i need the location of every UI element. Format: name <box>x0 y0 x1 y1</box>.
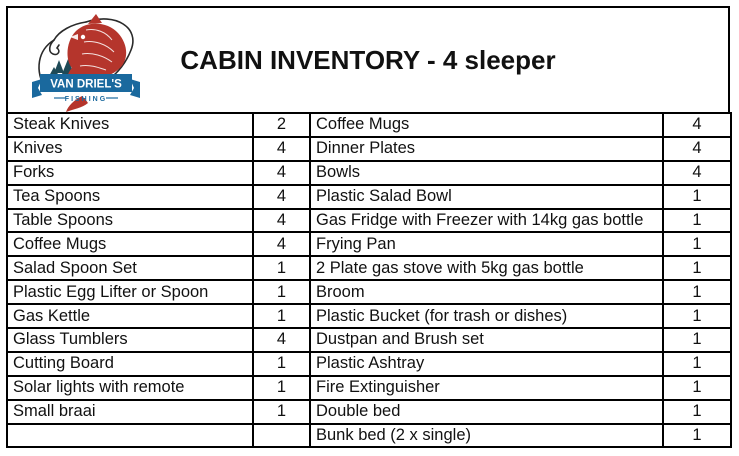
qty-cell: 1 <box>663 280 731 304</box>
qty-cell: 1 <box>253 352 310 376</box>
inventory-table <box>6 112 732 448</box>
table-row <box>7 424 731 448</box>
item-cell: Coffee Mugs <box>7 232 253 256</box>
qty-cell: 1 <box>663 352 731 376</box>
qty-cell: 4 <box>663 113 731 137</box>
qty-cell <box>253 424 310 448</box>
item-cell: Small braai <box>7 400 253 424</box>
qty-cell: 2 <box>253 113 310 137</box>
item-cell: Bowls <box>310 161 663 185</box>
qty-cell: 1 <box>253 304 310 328</box>
table-row <box>7 352 731 376</box>
qty-cell: 1 <box>663 424 731 448</box>
qty-cell: 1 <box>253 376 310 400</box>
item-cell: Dustpan and Brush set <box>310 328 663 352</box>
item-cell: Plastic Egg Lifter or Spoon <box>7 280 253 304</box>
qty-cell: 1 <box>253 280 310 304</box>
qty-cell: 4 <box>253 137 310 161</box>
header <box>6 6 730 114</box>
brand-subtitle: FISHING <box>64 96 108 103</box>
qty-cell: 1 <box>663 400 731 424</box>
qty-cell: 4 <box>253 161 310 185</box>
item-cell <box>7 424 253 448</box>
item-cell: Knives <box>7 137 253 161</box>
item-cell: Cutting Board <box>7 352 253 376</box>
item-cell: Solar lights with remote <box>7 376 253 400</box>
item-cell: Plastic Salad Bowl <box>310 185 663 209</box>
item-cell: Plastic Bucket (for trash or dishes) <box>310 304 663 328</box>
table-row <box>7 209 731 233</box>
qty-cell: 4 <box>253 328 310 352</box>
table-row <box>7 328 731 352</box>
item-cell: Fire Extinguisher <box>310 376 663 400</box>
table-row <box>7 161 731 185</box>
item-cell: Broom <box>310 280 663 304</box>
brand-name: VAN DRIEL'S <box>50 78 122 91</box>
qty-cell: 4 <box>663 161 731 185</box>
qty-cell: 1 <box>663 256 731 280</box>
table-row <box>7 400 731 424</box>
item-cell: 2 Plate gas stove with 5kg gas bottle <box>310 256 663 280</box>
item-cell: Steak Knives <box>7 113 253 137</box>
qty-cell: 1 <box>253 256 310 280</box>
qty-cell: 4 <box>253 232 310 256</box>
table-row <box>7 185 731 209</box>
qty-cell: 1 <box>663 328 731 352</box>
qty-cell: 1 <box>663 376 731 400</box>
item-cell: Frying Pan <box>310 232 663 256</box>
table-row <box>7 232 731 256</box>
qty-cell: 4 <box>253 185 310 209</box>
item-cell: Coffee Mugs <box>310 113 663 137</box>
item-cell: Dinner Plates <box>310 137 663 161</box>
qty-cell: 1 <box>663 232 731 256</box>
item-cell: Gas Kettle <box>7 304 253 328</box>
qty-cell: 1 <box>253 400 310 424</box>
table-row <box>7 376 731 400</box>
qty-cell: 1 <box>663 185 731 209</box>
item-cell: Table Spoons <box>7 209 253 233</box>
item-cell: Double bed <box>310 400 663 424</box>
page-title: CABIN INVENTORY - 4 sleeper <box>180 44 556 75</box>
table-row <box>7 280 731 304</box>
table-row <box>7 113 731 137</box>
table-row <box>7 256 731 280</box>
item-cell: Bunk bed (2 x single) <box>310 424 663 448</box>
item-cell: Gas Fridge with Freezer with 14kg gas bottle <box>310 209 663 233</box>
qty-cell: 1 <box>663 209 731 233</box>
table-row <box>7 137 731 161</box>
item-cell: Forks <box>7 161 253 185</box>
qty-cell: 4 <box>663 137 731 161</box>
item-cell: Salad Spoon Set <box>7 256 253 280</box>
qty-cell: 4 <box>253 209 310 233</box>
item-cell: Plastic Ashtray <box>310 352 663 376</box>
item-cell: Tea Spoons <box>7 185 253 209</box>
table-row <box>7 304 731 328</box>
item-cell: Glass Tumblers <box>7 328 253 352</box>
qty-cell: 1 <box>663 304 731 328</box>
